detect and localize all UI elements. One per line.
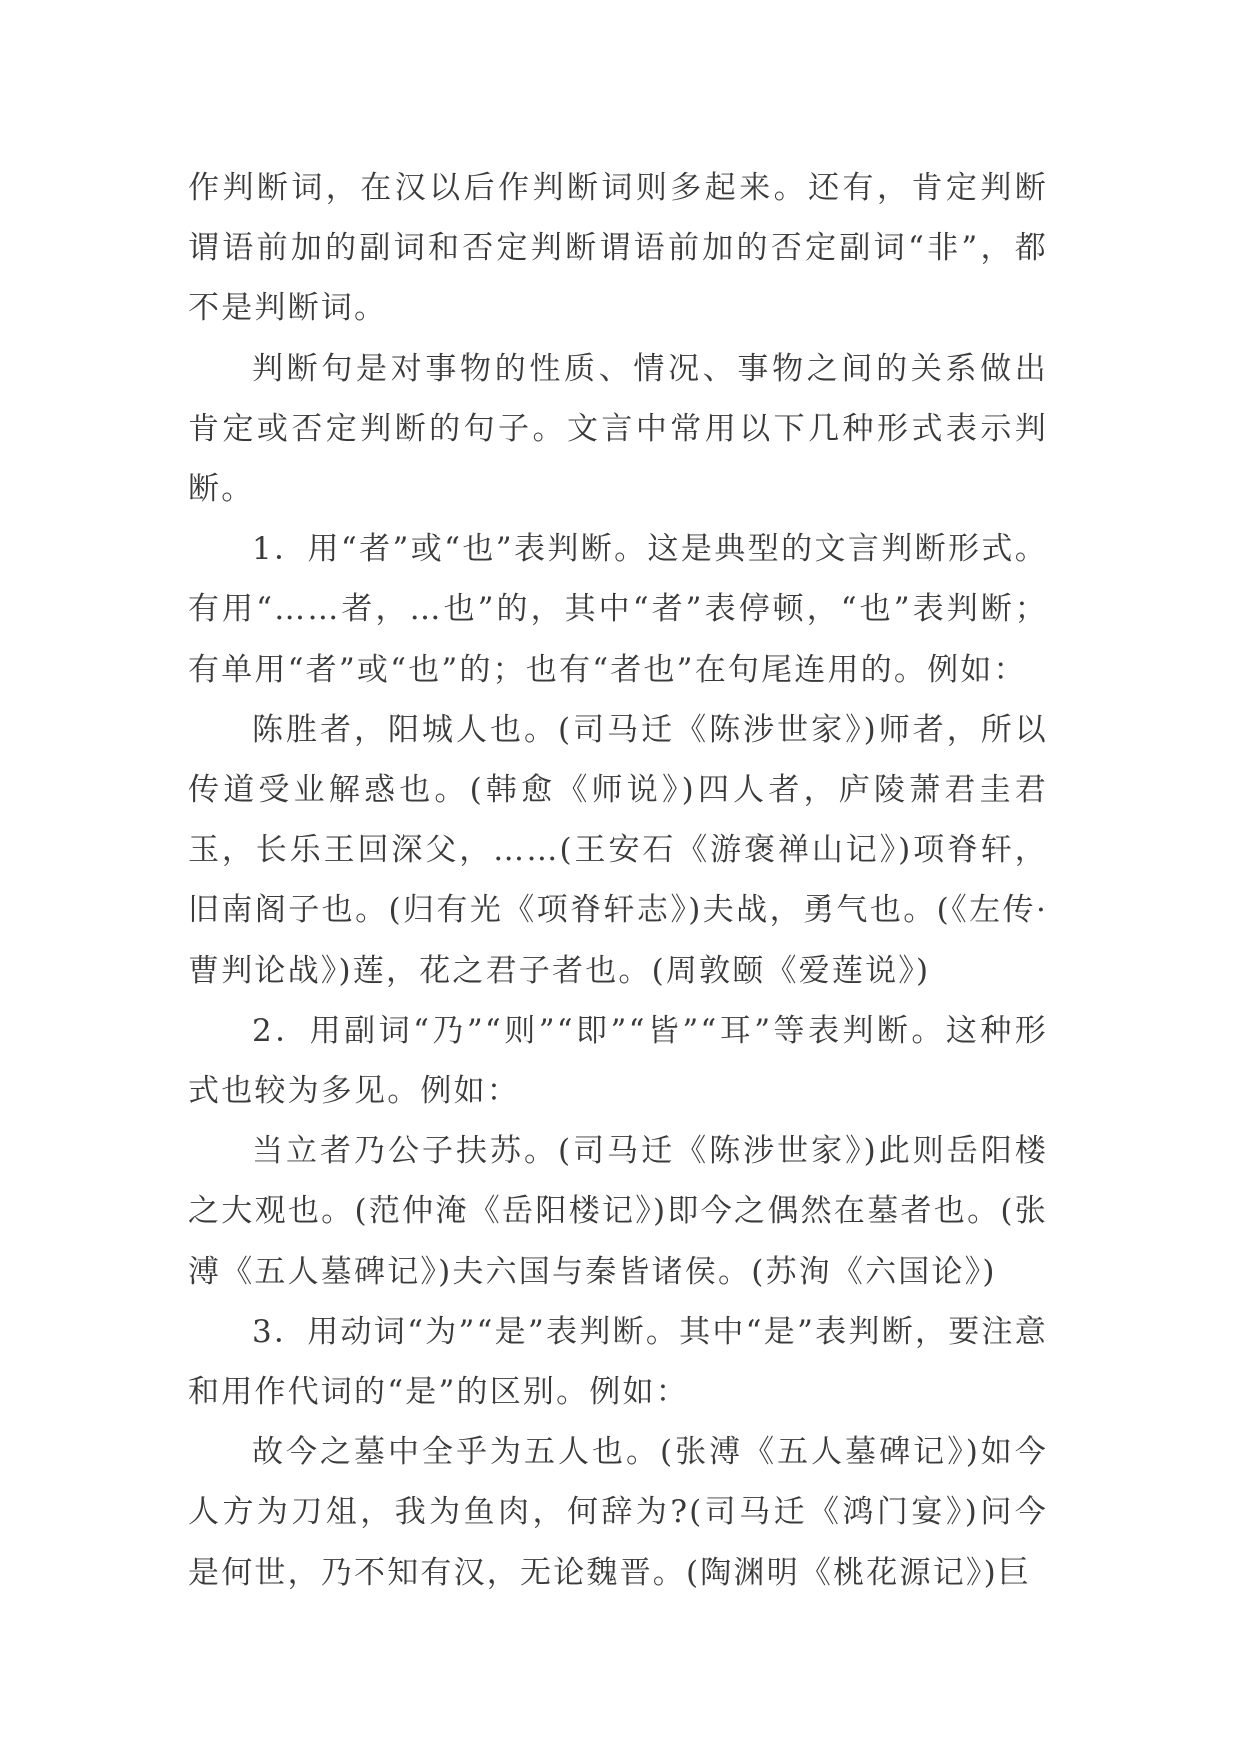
paragraph-6: 当立者乃公子扶苏。(司马迁《陈涉世家》)此则岳阳楼之大观也。(范仲淹《岳阳楼记》)即今之偶然在墓者也。(张溥《五人墓碑记》)夫六国与秦皆诸侯。(苏洵《六国论》)	[188, 1133, 1048, 1290]
paragraph-7: 3．用动词“为”“是”表判断。其中“是”表判断，要注意和用作代词的“是”的区别。例如：	[188, 1313, 1048, 1411]
paragraph-4: 陈胜者，阳城人也。(司马迁《陈涉世家》)师者，所以传道受业解惑也。(韩愈《师说》)四人者，庐陵萧君圭君玉，长乐王回深父，……(王安石《游褒禅山记》)项脊轩，旧南阁子也。(归有光《项脊轩志》)夫战，勇气也。(《左传·曹判论战》)莲，花之君子者也。(周敦颐《爱莲说》)	[188, 711, 1048, 989]
paragraph-2: 判断句是对事物的性质、情况、事物之间的关系做出肯定或否定判断的句子。文言中常用以下几种形式表示判断。	[188, 350, 1048, 508]
paragraph-3: 1．用“者”或“也”表判断。这是典型的文言判断形式。有用“……者，…也”的，其中“者”表停顿，“也”表判断；有单用“者”或“也”的；也有“者也”在句尾连用的。例如：	[188, 531, 1048, 688]
document-body	[188, 158, 1048, 1603]
paragraph-8: 故今之墓中全乎为五人也。(张溥《五人墓碑记》)如今人方为刀俎，我为鱼肉，何辞为?(司马迁《鸿门宴》)问今是何世，乃不知有汉，无论魏晋。(陶渊明《桃花源记》)巨	[188, 1434, 1048, 1591]
paragraph-1: 作判断词，在汉以后作判断词则多起来。还有，肯定判断谓语前加的副词和否定判断谓语前加的否定副词“非”，都不是判断词。	[188, 170, 1048, 327]
paragraph-5: 2．用副词“乃”“则”“即”“皆”“耳”等表判断。这种形式也较为多见。例如：	[188, 1012, 1048, 1110]
